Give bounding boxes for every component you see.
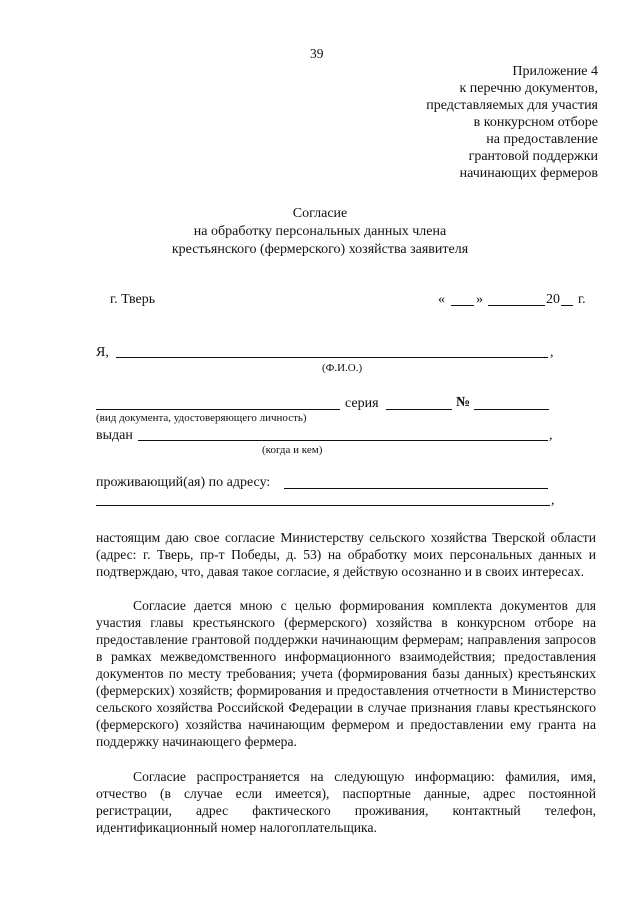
- series-field[interactable]: [386, 409, 452, 410]
- consent-paragraph-1: настоящим даю свое согласие Министерству сельского хозяйства Тверской области (адрес: г. Тверь, пр-т Победы, д. 53) на обработку моих персональных данных и подтверждаю, что, давая такое согласие, я действую осознанно и в своих интересах.: [96, 530, 596, 579]
- appendix-block: [426, 63, 598, 182]
- document-type-field[interactable]: [96, 409, 340, 410]
- issued-caption: (когда и кем): [262, 444, 323, 456]
- title-line-2: на обработку персональных данных члена: [193, 224, 447, 239]
- fio-field[interactable]: [116, 357, 548, 358]
- address-field-line-2[interactable]: [96, 505, 550, 506]
- appendix-line: на предоставление: [486, 132, 598, 147]
- appendix-line: Приложение 4: [512, 64, 598, 79]
- date-open-quote: «: [438, 292, 445, 307]
- issued-label: выдан: [96, 428, 133, 443]
- issued-field[interactable]: [138, 440, 548, 441]
- issued-comma: ,: [549, 428, 553, 443]
- page-number: 39: [310, 46, 324, 61]
- document-title: [0, 205, 640, 259]
- number-label: №: [456, 395, 471, 410]
- consent-paragraph-3: Согласие распространяется на следующую информацию: фамилия, имя, отчество (в случае если имеется), паспортные данные, адрес постоянной регистрации, адрес фактического проживания, контактный телефон, идентификационный номер налогоплательщика.: [96, 769, 596, 835]
- appendix-line: к перечню документов,: [459, 81, 598, 96]
- address-comma: ,: [551, 493, 555, 508]
- date-month-field[interactable]: [488, 305, 545, 306]
- appendix-line: начинающих фермеров: [459, 166, 598, 181]
- address-field-line-1[interactable]: [284, 488, 548, 489]
- appendix-line: в конкурсном отборе: [473, 115, 598, 130]
- date-year-suffix: г.: [578, 292, 586, 307]
- title-line-3: крестьянского (фермерского) хозяйства заявителя: [171, 242, 469, 257]
- number-field[interactable]: [474, 409, 549, 410]
- appendix-line: грантовой поддержки: [468, 149, 598, 164]
- title-line-1: Согласие: [292, 206, 348, 221]
- place-label: г. Тверь: [110, 292, 156, 307]
- address-label: проживающий(ая) по адресу:: [96, 475, 271, 490]
- date-day-field[interactable]: [451, 305, 474, 306]
- series-label: серия: [345, 396, 379, 411]
- fio-caption: (Ф.И.О.): [322, 362, 363, 374]
- document-caption: (вид документа, удостоверяющего личность): [96, 412, 307, 424]
- fio-comma: ,: [550, 345, 554, 360]
- date-close-quote: »: [476, 292, 483, 307]
- date-year-field[interactable]: [561, 305, 573, 306]
- i-label: Я,: [96, 345, 109, 360]
- date-year-prefix: 20: [546, 292, 560, 307]
- consent-paragraph-2: Согласие дается мною с целью формирования комплекта документов для участия главы крестьянского (фермерского) хозяйства в конкурсном отборе на предоставление грантовой поддержки начинающим фермерам; направления запросов в рамках межведомственного информационного взаимодействия; предоставления документов по месту требования; учета (формирования базы данных) крестьянских (фермерских) хозяйств; формирования и предоставления отчетности в Министерство сельского хозяйства Российской Федерации в случае признания главы крестьянского (фермерского) хозяйства начинающим фермером и предоставлении ему гранта на поддержку начинающего фермера.: [96, 598, 596, 749]
- appendix-line: представляемых для участия: [426, 98, 598, 113]
